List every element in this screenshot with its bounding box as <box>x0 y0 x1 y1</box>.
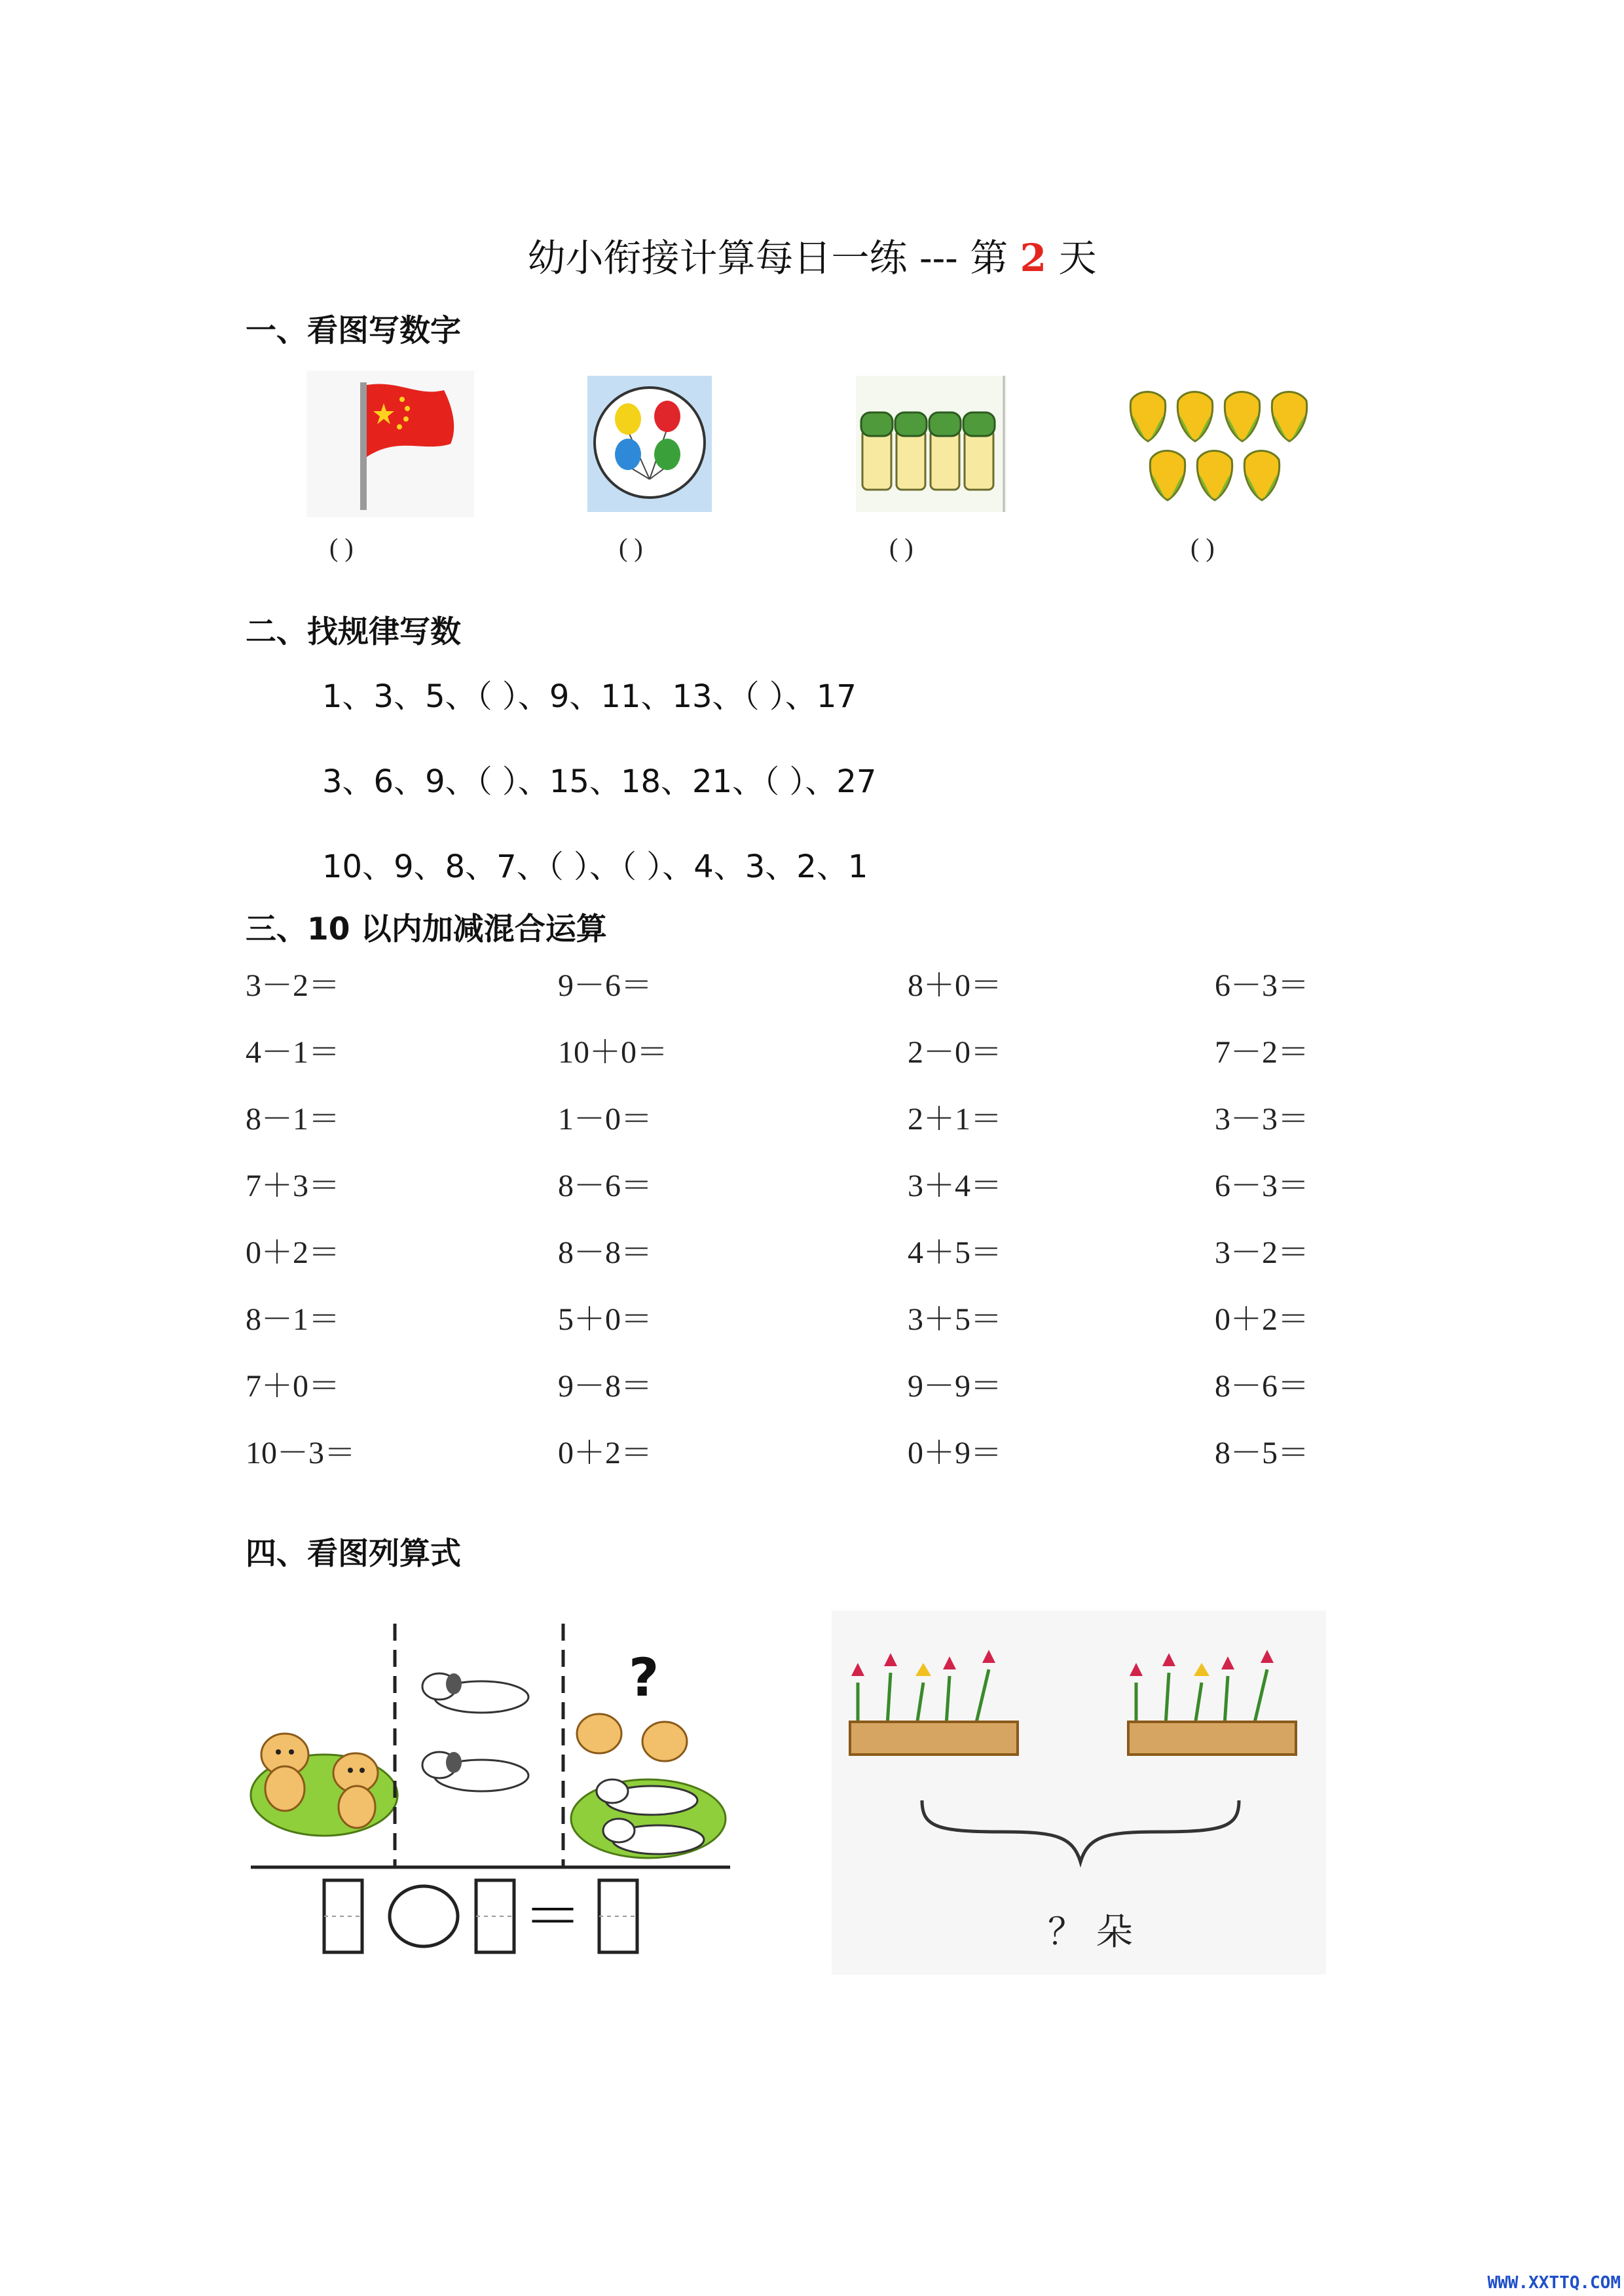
arithmetic-problem[interactable]: 9－8＝ <box>558 1369 653 1404</box>
arithmetic-problem[interactable]: 3－2＝ <box>246 968 341 1003</box>
arithmetic-problem[interactable]: 8－1＝ <box>246 1102 341 1137</box>
arithmetic-problem[interactable]: 7＋0＝ <box>246 1369 341 1404</box>
arithmetic-problem[interactable]: 3－2＝ <box>1215 1235 1310 1270</box>
balloons-icon <box>587 376 712 512</box>
arithmetic-problem[interactable]: 10－3＝ <box>246 1436 356 1470</box>
arithmetic-problem[interactable]: 0＋2＝ <box>558 1436 653 1470</box>
corn-icon <box>1124 389 1321 513</box>
pattern-row-2[interactable]: 3、6、9、（ ）、15、18、21、（ ）、27 <box>322 763 877 800</box>
arithmetic-problem[interactable]: 7＋3＝ <box>246 1169 341 1203</box>
arithmetic-problem[interactable]: 2－0＝ <box>908 1035 1003 1070</box>
title-day-number: 2 <box>1020 236 1047 280</box>
flowers-picture <box>832 1611 1326 1975</box>
bamboo-cups-icon <box>856 376 1006 512</box>
arithmetic-problem[interactable]: 8－5＝ <box>1215 1436 1310 1470</box>
arithmetic-problem[interactable]: 9－9＝ <box>908 1369 1003 1404</box>
arithmetic-problem[interactable]: 3－3＝ <box>1215 1102 1310 1137</box>
answer-blank-4[interactable]: ( ) <box>1190 533 1215 562</box>
section4-heading: 四、看图列算式 <box>246 1536 461 1572</box>
site-footer[interactable]: WWW.XXTTQ.COM <box>1487 2273 1621 2293</box>
flowers-question-label: ？ 朵 <box>1048 1911 1133 1954</box>
arithmetic-problem[interactable]: 3＋5＝ <box>908 1302 1003 1337</box>
arithmetic-problem[interactable]: 8－8＝ <box>558 1235 653 1270</box>
arithmetic-problem[interactable]: 0＋2＝ <box>1215 1302 1310 1337</box>
arithmetic-problem[interactable]: 1－0＝ <box>558 1102 653 1137</box>
equals-sign: ＝ <box>523 1885 582 1950</box>
arithmetic-problem[interactable]: 2＋1＝ <box>908 1102 1003 1137</box>
title-prefix: 幼小衔接计算每日一练 --- 第 <box>527 236 1020 280</box>
arithmetic-problem[interactable]: 6－3＝ <box>1215 1169 1310 1203</box>
dogs-question-mark: ? <box>629 1647 659 1708</box>
dogs-picture <box>246 1624 737 1977</box>
section3-heading: 三、10 以内加减混合运算 <box>246 911 607 947</box>
flag-icon <box>306 371 474 517</box>
arithmetic-problem[interactable]: 4－1＝ <box>246 1035 341 1070</box>
arithmetic-problem[interactable]: 8－6＝ <box>1215 1369 1310 1404</box>
section2-heading: 二、找规律写数 <box>246 614 461 650</box>
arithmetic-problem[interactable]: 7－2＝ <box>1215 1035 1310 1070</box>
operator-circle[interactable] <box>390 1886 458 1946</box>
arithmetic-problem[interactable]: 4＋5＝ <box>908 1235 1003 1270</box>
answer-blank-2[interactable]: ( ) <box>619 533 643 562</box>
pattern-row-1[interactable]: 1、3、5、（ ）、9、11、13、（ ）、17 <box>322 678 857 715</box>
arithmetic-problem[interactable]: 6－3＝ <box>1215 968 1310 1003</box>
pattern-row-3[interactable]: 10、9、8、7、（ ）、（ ）、4、3、2、1 <box>322 848 868 885</box>
page-title <box>0 236 1624 280</box>
arithmetic-problem[interactable]: 8－1＝ <box>246 1302 341 1337</box>
title-suffix: 天 <box>1046 236 1097 280</box>
answer-blank-3[interactable]: ( ) <box>889 533 913 562</box>
arithmetic-problem[interactable]: 0＋9＝ <box>908 1436 1003 1470</box>
arithmetic-problem[interactable]: 8＋0＝ <box>908 968 1003 1003</box>
arithmetic-problem[interactable]: 10＋0＝ <box>558 1035 669 1070</box>
section1-heading: 一、看图写数字 <box>246 313 461 349</box>
arithmetic-problem[interactable]: 9－6＝ <box>558 968 653 1003</box>
arithmetic-problem[interactable]: 3＋4＝ <box>908 1169 1003 1203</box>
arithmetic-problem[interactable]: 8－6＝ <box>558 1169 653 1203</box>
arithmetic-problem[interactable]: 5＋0＝ <box>558 1302 653 1337</box>
arithmetic-problem[interactable]: 0＋2＝ <box>246 1235 341 1270</box>
answer-blank-1[interactable]: ( ) <box>329 533 354 562</box>
